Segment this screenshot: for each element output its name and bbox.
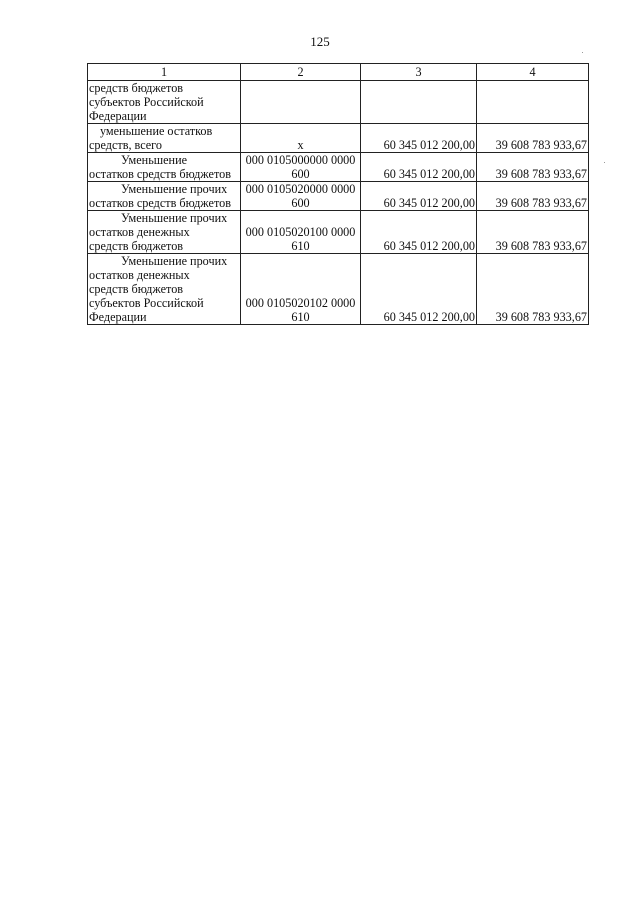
row-code-line: 610 xyxy=(291,239,310,253)
row-name-cell xyxy=(88,254,241,325)
column-header: 1 xyxy=(88,64,241,81)
row-name-line: остатков денежных xyxy=(89,268,190,282)
row-code-cell xyxy=(241,254,361,325)
row-value-4-cell: 39 608 783 933,67 xyxy=(477,254,589,325)
row-value-3-cell: 60 345 012 200,00 xyxy=(361,182,477,211)
row-value-3-cell: 60 345 012 200,00 xyxy=(361,211,477,254)
row-value-3-cell: 60 345 012 200,00 xyxy=(361,124,477,153)
table-row xyxy=(88,182,589,211)
row-name-line: Федерации xyxy=(89,310,147,324)
row-code-line: x xyxy=(297,138,304,152)
row-name-line: уменьшение остатков xyxy=(100,124,213,138)
row-name-line: Уменьшение прочих xyxy=(121,211,228,225)
row-code-cell xyxy=(241,182,361,211)
row-value-4-cell: 39 608 783 933,67 xyxy=(477,211,589,254)
row-code-cell xyxy=(241,211,361,254)
row-name-cell xyxy=(88,124,241,153)
row-name-cell xyxy=(88,81,241,124)
table-row xyxy=(88,153,589,182)
row-code-cell xyxy=(241,124,361,153)
row-value-4-cell: 39 608 783 933,67 xyxy=(477,124,589,153)
scan-speck xyxy=(582,52,583,53)
table-header-row xyxy=(88,64,589,81)
row-code-cell xyxy=(241,153,361,182)
table-row xyxy=(88,124,589,153)
row-value-4-cell: 39 608 783 933,67 xyxy=(477,153,589,182)
row-name-line: средств, всего xyxy=(89,138,162,152)
row-name-line: остатков средств бюджетов xyxy=(89,196,231,210)
column-header: 3 xyxy=(361,64,477,81)
row-name-line: Уменьшение прочих xyxy=(121,254,228,268)
row-name-cell xyxy=(88,153,241,182)
row-name-line: средств бюджетов xyxy=(89,282,184,296)
row-value-3-cell: 60 345 012 200,00 xyxy=(361,254,477,325)
row-name-line: средств бюджетов xyxy=(89,239,184,253)
row-code-line: 000 0105020102 0000 xyxy=(245,296,356,310)
row-code-line: 610 xyxy=(291,310,310,324)
scan-speck xyxy=(604,162,605,163)
budget-table xyxy=(87,63,589,325)
table-row xyxy=(88,81,589,124)
row-name-line: остатков денежных xyxy=(89,225,190,239)
column-header: 2 xyxy=(241,64,361,81)
row-name-line: Федерации xyxy=(89,109,147,123)
page-number: 125 xyxy=(310,34,330,49)
row-value-3-cell xyxy=(361,81,477,124)
row-name-line: средств бюджетов xyxy=(89,81,184,95)
row-code-line: 000 0105020000 0000 xyxy=(245,182,356,196)
row-code-cell xyxy=(241,81,361,124)
row-name-cell xyxy=(88,211,241,254)
row-code-line: 600 xyxy=(291,196,310,210)
row-code-line: 000 0105020100 0000 xyxy=(245,225,356,239)
row-value-4-cell xyxy=(477,81,589,124)
table-row xyxy=(88,254,589,325)
row-value-3-cell: 60 345 012 200,00 xyxy=(361,153,477,182)
row-value-4-cell: 39 608 783 933,67 xyxy=(477,182,589,211)
row-code-line: 600 xyxy=(291,167,310,181)
row-name-line: остатков средств бюджетов xyxy=(89,167,231,181)
row-name-line: субъектов Российской xyxy=(89,296,204,310)
row-code-line: 000 0105000000 0000 xyxy=(245,153,356,167)
row-name-line: субъектов Российской xyxy=(89,95,204,109)
row-name-line: Уменьшение прочих xyxy=(121,182,228,196)
row-name-cell xyxy=(88,182,241,211)
row-name-line: Уменьшение xyxy=(121,153,188,167)
table-row xyxy=(88,211,589,254)
column-header: 4 xyxy=(477,64,589,81)
